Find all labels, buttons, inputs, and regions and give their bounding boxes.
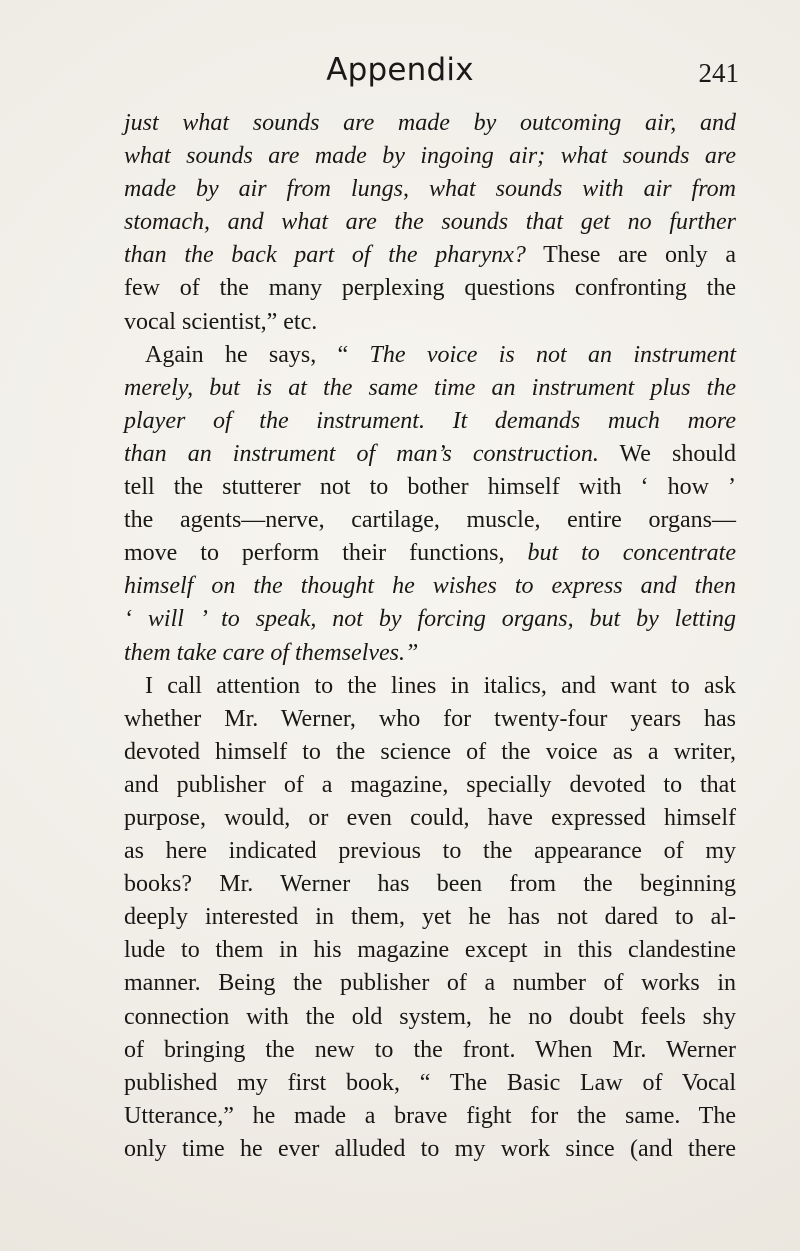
- text-line: [124, 769, 736, 802]
- text-segment: lude to them in his magazine except in this clandestine: [124, 937, 736, 964]
- italic-text-segment: what sounds are made by ingoing air; what sounds are: [124, 143, 736, 170]
- text-line: [124, 868, 736, 901]
- text-segment: vocal scientist,” etc.: [124, 308, 318, 335]
- page-number: 241: [698, 58, 739, 88]
- running-title: Appendix: [326, 52, 474, 88]
- text-segment: only time he ever alluded to my work since (and there: [124, 1135, 736, 1162]
- text-segment: books? Mr. Werner has been from the beginning: [124, 871, 736, 898]
- text-line: [124, 372, 736, 405]
- italic-text-segment: than an instrument of man’s construction.: [124, 440, 599, 467]
- text-line: [124, 471, 736, 504]
- text-segment: tell the stutterer not to bother himself with ‘ how ’: [124, 474, 736, 501]
- text-segment: and publisher of a magazine, specially devoted to that: [124, 771, 736, 798]
- italic-text-segment: than the back part of the pharynx?: [124, 242, 526, 269]
- italic-text-segment: stomach, and what are the sounds that get no further: [124, 209, 736, 236]
- text-segment: purpose, would, or even could, have expressed himself: [124, 804, 736, 831]
- italic-text-segment: player of the instrument. It demands much more: [124, 407, 736, 434]
- text-line: [124, 901, 736, 934]
- text-line: [124, 537, 736, 570]
- text-segment: whether Mr. Werner, who for twenty-four years has: [124, 705, 736, 732]
- page-header: [0, 52, 800, 92]
- text-segment: I call attention to the lines in italics, and want to ask: [145, 672, 736, 699]
- text-line: [124, 1034, 736, 1067]
- text-line: [124, 140, 736, 173]
- text-line: [124, 934, 736, 967]
- italic-text-segment: merely, but is at the same time an instrument plus the: [124, 374, 736, 401]
- text-segment: move to perform their functions,: [124, 540, 528, 567]
- text-line: [124, 1067, 736, 1100]
- text-line: [124, 438, 736, 471]
- text-line: [124, 570, 736, 603]
- text-line: [124, 107, 736, 140]
- italic-text-segment: The voice is not an instrument: [369, 341, 737, 368]
- italic-text-segment: but to concentrate: [527, 540, 736, 567]
- text-line: [124, 736, 736, 769]
- text-segment: These are only a: [525, 242, 736, 269]
- text-line: [124, 173, 736, 206]
- text-line: [124, 703, 736, 736]
- italic-text-segment: himself on the thought he wishes to express and then: [124, 573, 736, 600]
- text-segment: manner. Being the publisher of a number of works in: [124, 970, 736, 997]
- italic-text-segment: made by air from lungs, what sounds with air from: [124, 176, 736, 203]
- text-segment: few of the many perplexing questions confronting the: [124, 275, 736, 302]
- text-line: [124, 206, 736, 239]
- text-line: [124, 967, 736, 1000]
- italic-text-segment: them take care of themselves.”: [124, 639, 419, 666]
- text-line: [124, 603, 736, 636]
- text-segment: Utterance,” he made a brave fight for the same. The: [124, 1102, 736, 1129]
- text-line: [124, 339, 736, 372]
- text-line: [124, 802, 736, 835]
- text-line: [124, 239, 736, 272]
- text-segment: connection with the old system, he no doubt feels shy: [124, 1003, 736, 1030]
- italic-text-segment: ‘ will ’ to speak, not by forcing organs, but by letting: [124, 606, 736, 633]
- text-segment: as here indicated previous to the appearance of my: [124, 838, 736, 865]
- text-line: [124, 405, 736, 438]
- text-line: [124, 306, 736, 339]
- text-line: [124, 1001, 736, 1034]
- body-text: [124, 107, 736, 1166]
- text-line: [124, 1133, 736, 1166]
- text-segment: deeply interested in them, yet he has not dared to al-: [124, 904, 736, 931]
- text-line: [124, 637, 736, 670]
- text-line: [124, 670, 736, 703]
- text-line: [124, 504, 736, 537]
- text-line: [124, 272, 736, 305]
- italic-text-segment: just what sounds are made by outcoming air, and: [124, 110, 736, 136]
- text-segment: the agents—nerve, cartilage, muscle, entire organs—: [124, 507, 736, 534]
- text-line: [124, 835, 736, 868]
- text-segment: published my first book, “ The Basic Law of Vocal: [124, 1069, 736, 1096]
- text-segment: devoted himself to the science of the voice as a writer,: [124, 738, 736, 765]
- text-segment: Again he says, “: [145, 341, 370, 368]
- text-segment: We should: [598, 440, 736, 467]
- text-segment: of bringing the new to the front. When Mr. Werner: [124, 1036, 736, 1063]
- text-line: [124, 1100, 736, 1133]
